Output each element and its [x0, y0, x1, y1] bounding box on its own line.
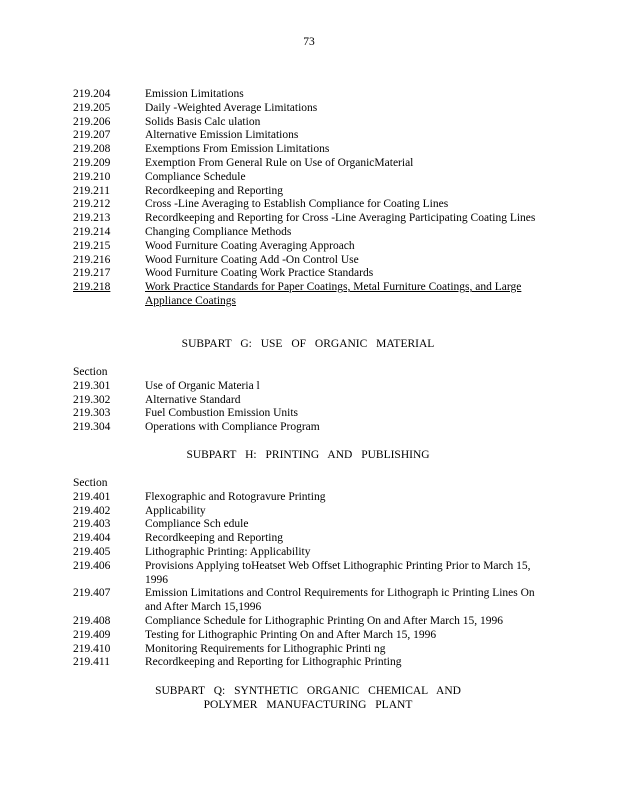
toc-entry: [73, 157, 543, 171]
subpart-h-heading: SUBPART H: PRINTING AND PUBLISHING: [186, 449, 430, 461]
subpart-q-heading-line1: SUBPART Q: SYNTHETIC ORGANIC CHEMICAL AND: [155, 685, 461, 697]
section-title: Exemptions From Emission Limitations: [145, 143, 330, 156]
section-title: Compliance Schedule: [145, 170, 246, 183]
section-title: Wood Furniture Coating Add -On Control Use: [145, 253, 359, 266]
section-number: 219.401: [73, 490, 111, 503]
section-number: 219.407: [73, 587, 111, 600]
section-title: Daily -Weighted Average Limitations: [145, 101, 318, 114]
section-title: Recordkeeping and Reporting: [145, 184, 283, 197]
toc-entry: [73, 615, 543, 629]
toc-entry: [73, 212, 543, 226]
toc-entry: [73, 380, 543, 394]
section-number: 219.411: [73, 656, 110, 669]
toc-entry: [73, 88, 543, 102]
subpart-f-section-list: [73, 88, 543, 309]
section-number: 219.208: [73, 143, 111, 156]
subpart-g-section-list: [73, 366, 543, 435]
section-title: Alternative Standard: [145, 393, 241, 406]
section-number: 219.216: [73, 253, 111, 266]
section-number: 219.205: [73, 101, 111, 114]
section-title: Recordkeeping and Reporting for Cross -Line Averaging Participating Coating Lines: [145, 212, 536, 225]
toc-entry: [73, 198, 543, 212]
section-number: 219.405: [73, 545, 111, 558]
toc-entry: [73, 532, 543, 546]
section-number: 219.406: [73, 559, 111, 572]
toc-entry: [73, 226, 543, 240]
subpart-h-section-list: [73, 477, 543, 670]
section-title: Wood Furniture Coating Work Practice Standards: [145, 267, 374, 280]
section-title: Alternative Emission Limitations: [145, 129, 299, 142]
toc-entry: [73, 116, 543, 130]
section-title: Exemption From General Rule on Use of OrganicMaterial: [145, 156, 414, 169]
toc-entry: [73, 267, 543, 281]
section-number: 219.215: [73, 239, 111, 252]
section-title: Use of Organic Materia l: [145, 379, 260, 392]
section-title: Solids Basis Calc ulation: [145, 115, 261, 128]
subpart-q-heading-line2: POLYMER MANUFACTURING PLANT: [203, 699, 413, 711]
section-number: 219.204: [73, 88, 111, 100]
toc-entry: [73, 643, 543, 657]
section-number: 219.402: [73, 504, 111, 517]
section-number: 219.410: [73, 642, 111, 655]
section-number: 219.209: [73, 156, 111, 169]
toc-entry: [73, 546, 543, 560]
toc-entry: [73, 394, 543, 408]
toc-entry: [73, 407, 543, 421]
section-title: Lithographic Printing: Applicability: [145, 545, 311, 558]
section-title: Testing for Lithographic Printing On and After March 15, 1996: [145, 628, 437, 641]
section-title: Emission Limitations: [145, 88, 244, 100]
section-number: 219.214: [73, 225, 111, 238]
section-title: Compliance Schedule for Lithographic Printing On and After March 15, 1996: [145, 614, 504, 627]
section-number: 219.301: [73, 379, 111, 392]
toc-entry: [73, 518, 543, 532]
toc-entry: [73, 421, 543, 435]
section-number: 219.302: [73, 393, 111, 406]
toc-entry: [73, 587, 543, 615]
section-title: Recordkeeping and Reporting: [145, 532, 283, 545]
section-title: Recordkeeping and Reporting for Lithographic Printing: [145, 656, 402, 669]
section-title: Operations with Compliance Program: [145, 421, 320, 434]
section-title: Wood Furniture Coating Averaging Approach: [145, 239, 355, 252]
section-number: 219.218: [73, 281, 111, 294]
section-title: Flexographic and Rotogravure Printing: [145, 490, 326, 503]
section-title: Changing Compliance Methods: [145, 225, 292, 238]
toc-entry: [73, 171, 543, 185]
section-title: Cross -Line Averaging to Establish Compliance for Coating Lines: [145, 198, 449, 211]
section-number: 219.213: [73, 212, 111, 225]
section-number: 219.206: [73, 115, 111, 128]
section-title: Applicability: [145, 504, 206, 517]
subpart-g-heading: SUBPART G: USE OF ORGANIC MATERIAL: [181, 338, 435, 350]
toc-entry: [73, 505, 543, 519]
section-number: 219.408: [73, 614, 111, 627]
toc-entry: [73, 129, 543, 143]
section-column-label: Section: [73, 477, 108, 489]
section-title: Compliance Sch edule: [145, 518, 249, 531]
section-title: Emission Limitations and Control Requirements for Lithograph ic Printing Lines On and After March 15,1996: [145, 587, 535, 614]
toc-entry: [73, 240, 543, 254]
toc-entry: [73, 254, 543, 268]
section-title: Fuel Combustion Emission Units: [145, 407, 299, 420]
section-number: 219.304: [73, 421, 111, 434]
toc-entry: [73, 629, 543, 643]
toc-entry: [73, 143, 543, 157]
section-number: 219.210: [73, 170, 111, 183]
section-number: 219.207: [73, 129, 111, 142]
section-number: 219.404: [73, 532, 111, 545]
toc-entry: [73, 102, 543, 116]
section-number: 219.212: [73, 198, 111, 211]
toc-entry: [73, 560, 543, 588]
toc-entry: [73, 656, 543, 670]
toc-entry: [73, 185, 543, 199]
section-title: Provisions Applying toHeatset Web Offset Lithographic Printing Prior to March 15, 1996: [145, 559, 531, 586]
section-number: 219.303: [73, 407, 111, 420]
section-title: Work Practice Standards for Paper Coatings, Metal Furniture Coatings, and Large Appliance Coatings: [145, 281, 522, 307]
page-number: 73: [303, 36, 315, 48]
toc-entry: [73, 491, 543, 505]
section-number: 219.409: [73, 628, 111, 641]
section-number: 219.211: [73, 184, 110, 197]
section-column-label: Section: [73, 366, 108, 378]
section-number: 219.403: [73, 518, 111, 531]
section-title: Monitoring Requirements for Lithographic Printi ng: [145, 642, 386, 655]
section-number: 219.217: [73, 267, 111, 280]
toc-entry: [73, 281, 543, 309]
